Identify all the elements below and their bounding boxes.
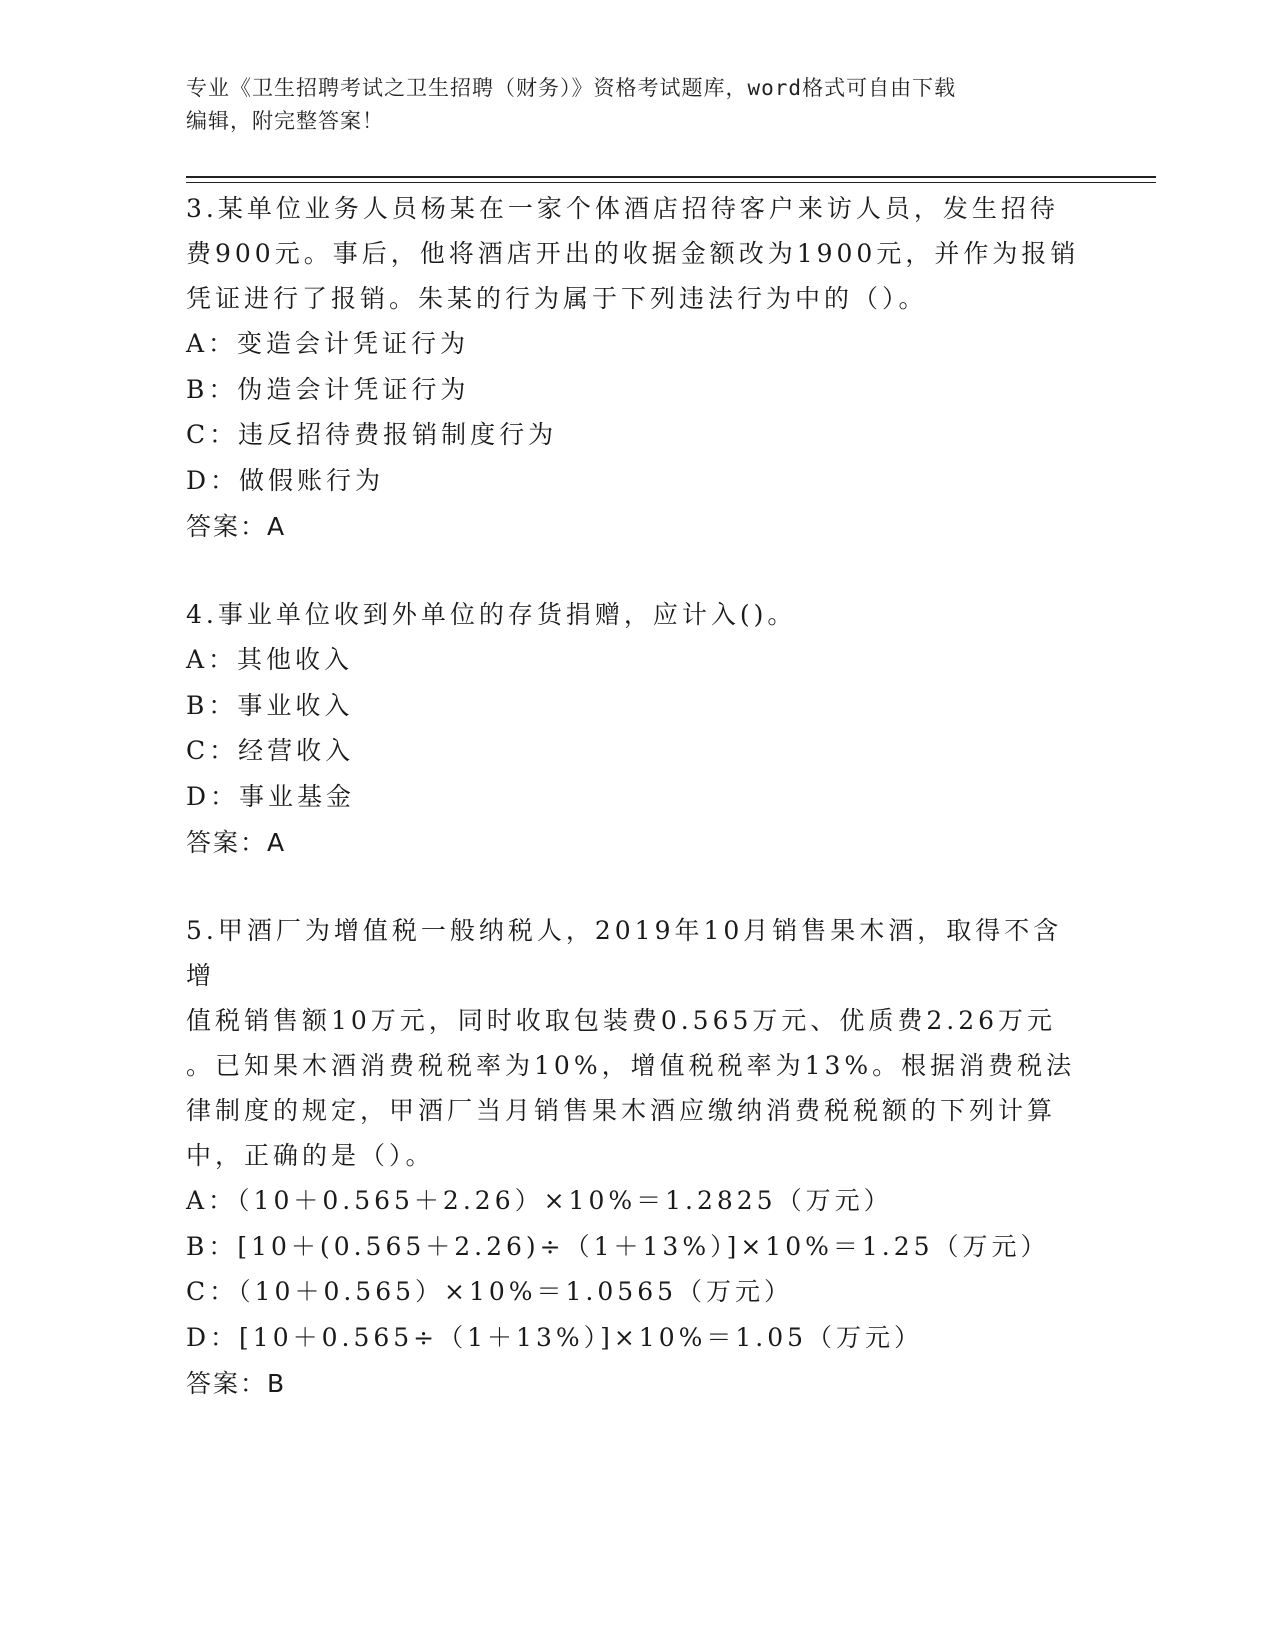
question-3-line-3: 凭证进行了报销。朱某的行为属于下列违法行为中的（）。 [186, 284, 928, 313]
question-4-option-b: B：事业收入 [186, 690, 354, 720]
question-4-line-1: 4.事业单位收到外单位的存货捐赠，应计入()。 [186, 600, 797, 629]
question-5-line-4: 律制度的规定，甲酒厂当月销售果木酒应缴纳消费税税额的下列计算 [186, 1096, 1057, 1125]
document-header [186, 72, 1086, 138]
question-5-line-3: 。已知果木酒消费税税率为10%，增值税税率为13%。根据消费税法 [186, 1051, 1076, 1080]
header-divider-thick [186, 176, 1156, 178]
question-3 [186, 186, 1086, 550]
question-3-line-1: 3.某单位业务人员杨某在一家个体酒店招待客户来访人员，发生招待 [186, 194, 1059, 223]
header-divider-thin [186, 182, 1156, 183]
header-line-2: 编辑，附完整答案！ [186, 109, 384, 133]
question-3-answer: 答案：A [186, 512, 287, 541]
question-5-line-1: 5.甲酒厂为增值税一般纳税人，2019年10月销售果木酒，取得不含增 [186, 916, 1063, 990]
question-5-answer: 答案：B [186, 1369, 287, 1398]
question-5-option-a: A：（10＋0.565＋2.26）×10%＝1.2825（万元） [186, 1186, 893, 1215]
question-5-line-5: 中，正确的是（）。 [186, 1141, 435, 1170]
question-3-option-c: C：违反招待费报销制度行为 [186, 420, 558, 449]
question-5 [186, 908, 1086, 1407]
question-4 [186, 592, 1086, 866]
question-3-line-2: 费900元。事后，他将酒店开出的收据金额改为1900元，并作为报销 [186, 239, 1080, 268]
question-4-answer: 答案：A [186, 828, 287, 857]
question-3-option-a: A：变造会计凭证行为 [186, 329, 470, 358]
question-5-option-d: D：[10＋0.565÷（1＋13%）]×10%＝1.05（万元） [186, 1322, 924, 1352]
question-3-option-b: B：伪造会计凭证行为 [186, 374, 470, 404]
question-4-option-c: C：经营收入 [186, 736, 355, 765]
header-line-1: 专业《卫生招聘考试之卫生招聘（财务）》资格考试题库，word格式可自由下载 [186, 76, 957, 100]
question-4-option-d: D：事业基金 [186, 781, 356, 811]
question-4-option-a: A：其他收入 [186, 645, 354, 674]
question-5-line-2: 值税销售额10万元，同时收取包装费0.565万元、优质费2.26万元 [186, 1006, 1057, 1035]
question-3-option-d: D：做假账行为 [186, 465, 385, 495]
question-5-option-c: C：（10＋0.565）×10%＝1.0565（万元） [186, 1277, 793, 1306]
question-5-option-b: B：[10＋(0.565＋2.26)÷（1＋13%）]×10%＝1.25（万元） [186, 1231, 1050, 1261]
